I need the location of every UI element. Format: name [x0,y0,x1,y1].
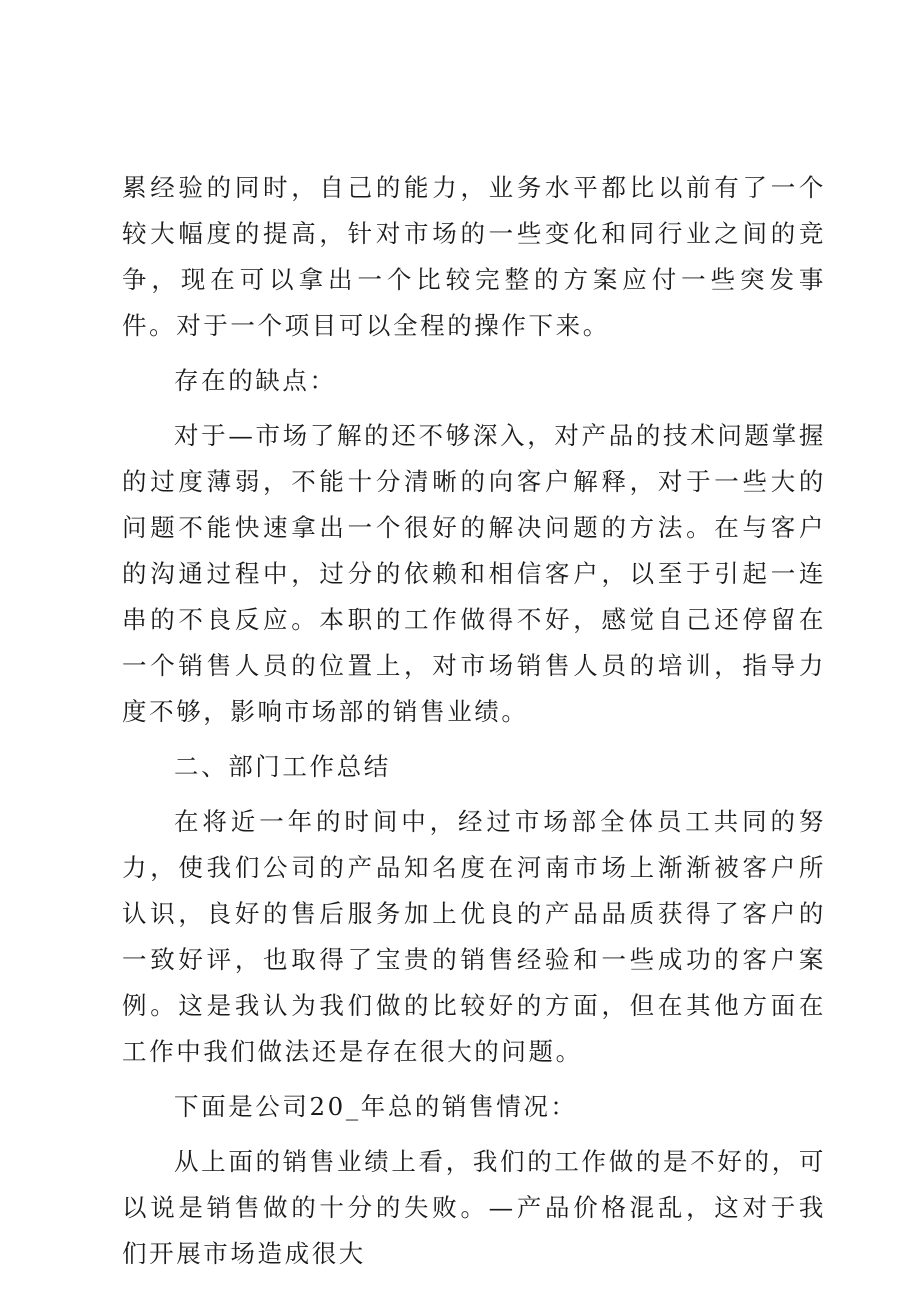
paragraph-sales-intro: 下面是公司20_年总的销售情况： [174,1092,578,1121]
heading-shortcomings: 存在的缺点： [174,366,337,395]
document-body [122,165,826,1277]
heading-department-summary: 二、部门工作总结 [174,752,391,781]
paragraph-continuation: 累经验的同时，自己的能力，业务水平都比以前有了一个较大幅度的提高，针对市场的一些变化和同行业之间的竞争，现在可以拿出一个比较完整的方案应付一些突发事件。对于一个项目可以全程的操作下来。 [122,173,826,340]
paragraph-department-summary: 在将近一年的时间中，经过市场部全体员工共同的努力，使我们公司的产品知名度在河南市场上渐渐被客户所认识，良好的售后服务加上优良的产品品质获得了客户的一致好评，也取得了宝贵的销售经验和一些成功的客户案例。这是我认为我们做的比较好的方面，但在其他方面在工作中我们做法还是存在很大的问题。 [122,807,826,1066]
paragraph-sales-analysis: 从上面的销售业绩上看，我们的工作做的是不好的，可以说是销售做的十分的失败。—产品价格混乱，这对于我们开展市场造成很大 [122,1147,826,1268]
paragraph-shortcomings: 对于—市场了解的还不够深入，对产品的技术问题掌握的过度薄弱，不能十分清晰的向客户解释，对于一些大的问题不能快速拿出一个很好的解决问题的方法。在与客户的沟通过程中，过分的依赖和相信客户，以至于引起一连串的不良反应。本职的工作做得不好，感觉自己还停留在一个销售人员的位置上，对市场销售人员的培训，指导力度不够，影响市场部的销售业绩。 [122,421,826,726]
